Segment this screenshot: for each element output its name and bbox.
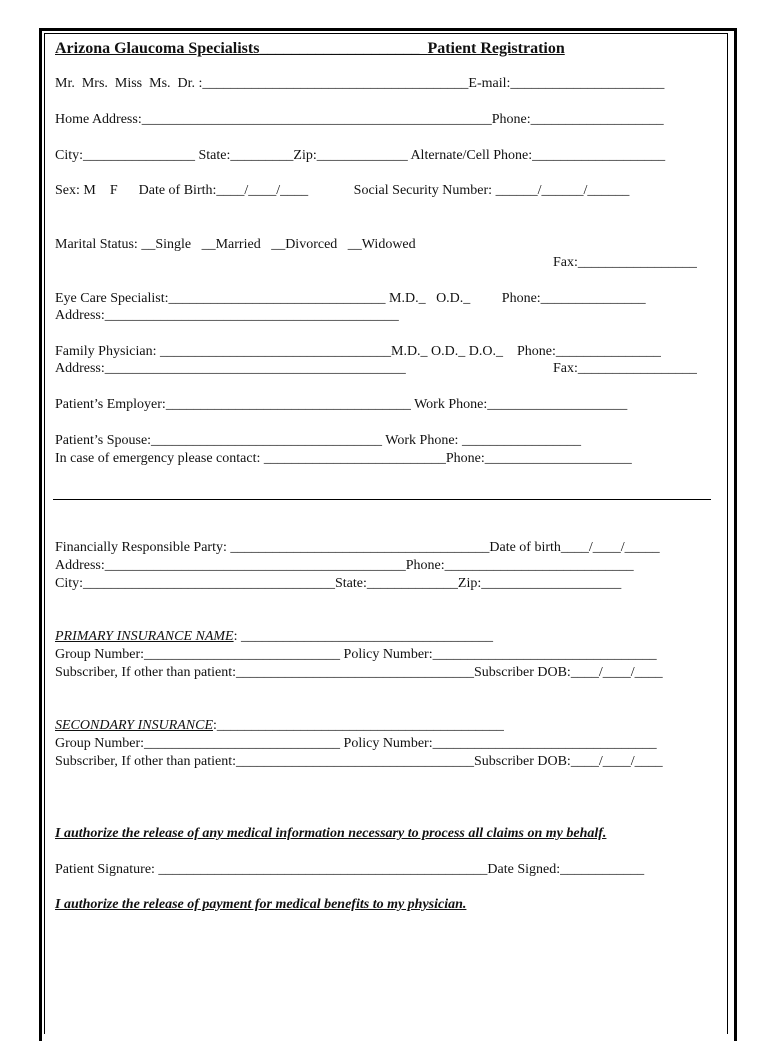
marital-status-line[interactable]: Marital Status: __Single __Married __Divorced __Widowed [55, 237, 416, 252]
eye-care-specialist-line[interactable]: Eye Care Specialist:_______________________________ M.D._ O.D._ Phone:_______________ [55, 291, 646, 306]
city-state-zip-line[interactable]: City:________________ State:_________Zip:_____________ Alternate/Cell Phone:___________________ [55, 148, 666, 163]
secondary-insurance-line[interactable] [55, 717, 504, 735]
family-physician-line[interactable]: Family Physician: _________________________________M.D._ O.D._ D.O._ Phone:_______________ [55, 344, 661, 359]
primary-group-policy-line[interactable]: Group Number:____________________________ Policy Number:________________________________ [55, 647, 657, 662]
primary-subscriber-line[interactable]: Subscriber, If other than patient:__________________________________Subscriber DOB:____/____/____ [55, 665, 663, 680]
home-address-line[interactable]: Home Address:__________________________________________________Phone:___________________ [55, 112, 664, 127]
primary-insurance-line[interactable] [55, 628, 493, 646]
fax-line-1[interactable]: Fax:_________________ [553, 255, 697, 270]
patient-spouse-line[interactable]: Patient’s Spouse:_________________________________ Work Phone: _________________ [55, 433, 581, 448]
secondary-insurance-label: SECONDARY INSURANCE [55, 718, 214, 733]
sex-dob-ssn-line[interactable]: Sex: M F Date of Birth:____/____/____ Social Security Number: ______/______/______ [55, 183, 630, 198]
secondary-group-policy-line[interactable]: Group Number:____________________________ Policy Number:________________________________ [55, 736, 657, 751]
form-title: Patient Registration [427, 40, 565, 57]
responsible-city-line[interactable]: City:____________________________________State:_____________Zip:____________________ [55, 576, 622, 591]
primary-insurance-label: PRIMARY INSURANCE NAME [55, 629, 234, 644]
section-divider [53, 499, 711, 500]
fax-line-2[interactable]: Fax:_________________ [553, 361, 697, 376]
secondary-subscriber-line[interactable]: Subscriber, If other than patient:__________________________________Subscriber DOB:____/____/____ [55, 754, 663, 769]
patient-signature-line[interactable]: Patient Signature: _______________________________________________Date Signed:____________ [55, 862, 645, 877]
responsible-party-line[interactable]: Financially Responsible Party: _____________________________________Date of birth____/____/_____ [55, 540, 660, 555]
eye-care-address-line[interactable]: Address:__________________________________________ [55, 308, 399, 323]
practice-name: Arizona Glaucoma Specialists [55, 40, 260, 57]
title-email-line[interactable]: Mr. Mrs. Miss Ms. Dr. :______________________________________E-mail:______________________ [55, 76, 665, 91]
patient-employer-line[interactable]: Patient’s Employer:___________________________________ Work Phone:____________________ [55, 397, 628, 412]
secondary-insurance-blank[interactable]: :_________________________________________ [213, 718, 504, 733]
emergency-contact-line[interactable]: In case of emergency please contact: __________________________Phone:_____________________ [55, 451, 632, 466]
primary-insurance-blank[interactable]: : ____________________________________ [233, 629, 493, 644]
authorize-payment-statement: I authorize the release of payment for medical benefits to my physician. [55, 897, 467, 912]
form-header [55, 40, 565, 58]
family-physician-address-line[interactable]: Address:___________________________________________ [55, 361, 406, 376]
authorize-info-statement: I authorize the release of any medical information necessary to process all claims on my behalf. [55, 826, 607, 841]
responsible-address-line[interactable]: Address:___________________________________________Phone:___________________________ [55, 558, 634, 573]
header-gap: ____________________ [259, 40, 420, 57]
